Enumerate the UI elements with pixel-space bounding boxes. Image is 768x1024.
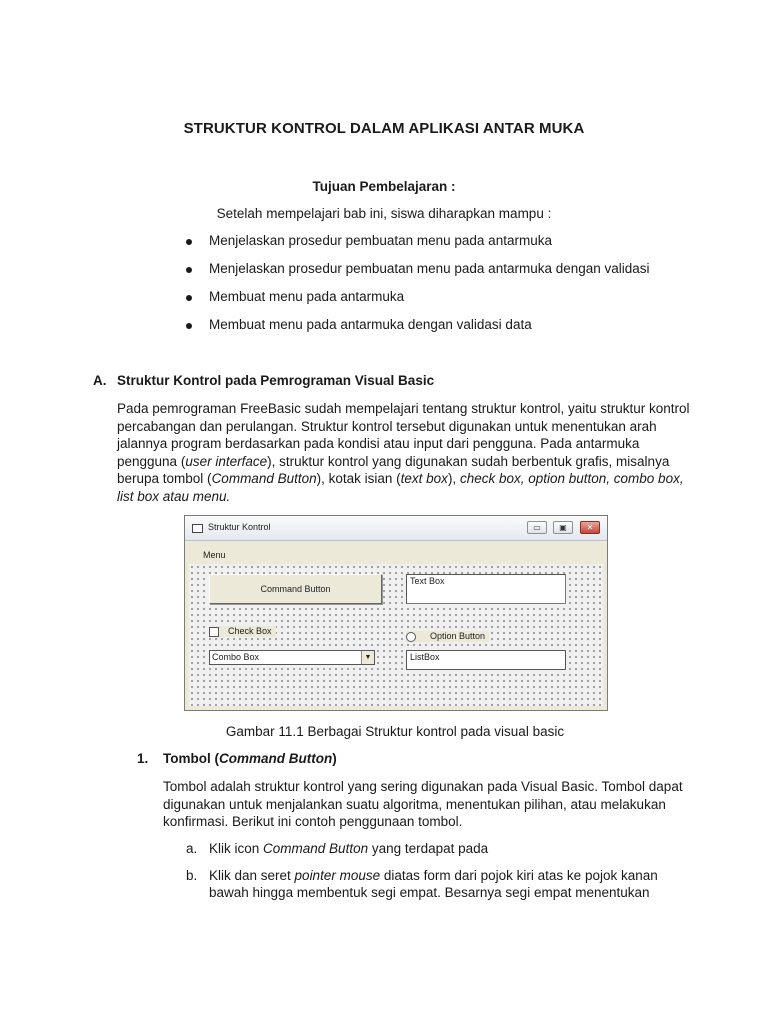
section-a-heading <box>93 373 434 388</box>
text-box[interactable]: Text Box <box>406 574 566 604</box>
section-1-heading: 1. Tombol (Command Button) <box>137 751 337 766</box>
list-item: b. Klik dan seret pointer mouse diatas form dari pojok kiri atas ke pojok kanan bawah hingga membentuk segi empat. Besarnya segi empat menentukan <box>186 867 658 901</box>
bullet-icon <box>186 323 192 329</box>
maximize-icon[interactable]: ▣ <box>553 521 573 534</box>
list-item: Menjelaskan prosedur pembuatan menu pada antarmuka <box>186 233 650 261</box>
figure-caption: Gambar 11.1 Berbagai Struktur kontrol pada visual basic <box>225 724 565 739</box>
check-box[interactable]: Check Box <box>209 626 276 637</box>
menu-bar-item[interactable]: Menu <box>203 550 226 560</box>
section-a-paragraph: Pada pemrograman FreeBasic sudah mempelajari tentang struktur kontrol, yaitu struktur kontrol percabangan dan perulangan. Struktur kontrol tersebut digunakan untuk menentukan arah jalannya program berdasarkan pada kondisi atau input dari pengguna. Pada antarmuka pengguna (user interface), struktur kontrol yang digunakan sudah berbentuk grafis, misalnya berupa tombol (Command Button), kotak isian (text box), check box, option button, combo box, list box atau menu. <box>117 401 690 504</box>
list-item: a. Klik icon Command Button yang terdapat pada <box>186 841 489 856</box>
window-title: Struktur Kontrol <box>208 522 271 532</box>
command-button[interactable]: Command Button <box>209 574 382 604</box>
close-icon[interactable]: ✕ <box>580 521 600 534</box>
section-title: Struktur Kontrol pada Pemrograman Visual Basic <box>117 373 435 388</box>
objectives-intro: Setelah mempelajari bab ini, siswa diharapkan mampu : <box>216 206 552 221</box>
steps-list <box>186 840 658 911</box>
section-number: 1. <box>137 751 149 766</box>
list-item: Menjelaskan prosedur pembuatan menu pada antarmuka dengan validasi <box>186 261 650 289</box>
bullet-icon <box>186 267 192 273</box>
section-letter: A. <box>93 373 107 388</box>
section-1-paragraph: Tombol adalah struktur kontrol yang sering digunakan pada Visual Basic. Tombol dapat digunakan untuk menjalankan suatu algoritma, menentukan pilihan, atau melakukan konfirmasi. Berikut ini contoh penggunaan tombol. <box>163 779 683 830</box>
objectives-heading: Tujuan Pembelajaran : <box>312 179 456 194</box>
option-button[interactable]: Option Button <box>406 631 489 642</box>
form-icon <box>192 524 203 533</box>
list-item: Membuat menu pada antarmuka <box>186 289 650 317</box>
window-titlebar <box>185 516 607 541</box>
chevron-down-icon[interactable]: ▼ <box>361 651 374 664</box>
objectives-list <box>186 233 650 345</box>
radio-icon <box>406 632 416 642</box>
bullet-icon <box>186 239 192 245</box>
minimize-icon[interactable]: ▭ <box>527 521 547 534</box>
list-item: Membuat menu pada antarmuka dengan validasi data <box>186 317 650 345</box>
page-title: STRUKTUR KONTROL DALAM APLIKASI ANTAR MUKA <box>183 120 585 137</box>
bullet-icon <box>186 295 192 301</box>
list-box[interactable]: ListBox <box>406 650 566 670</box>
combo-box[interactable]: Combo Box ▼ <box>209 650 375 665</box>
vb-form-screenshot <box>184 515 608 711</box>
checkbox-icon <box>209 627 219 637</box>
